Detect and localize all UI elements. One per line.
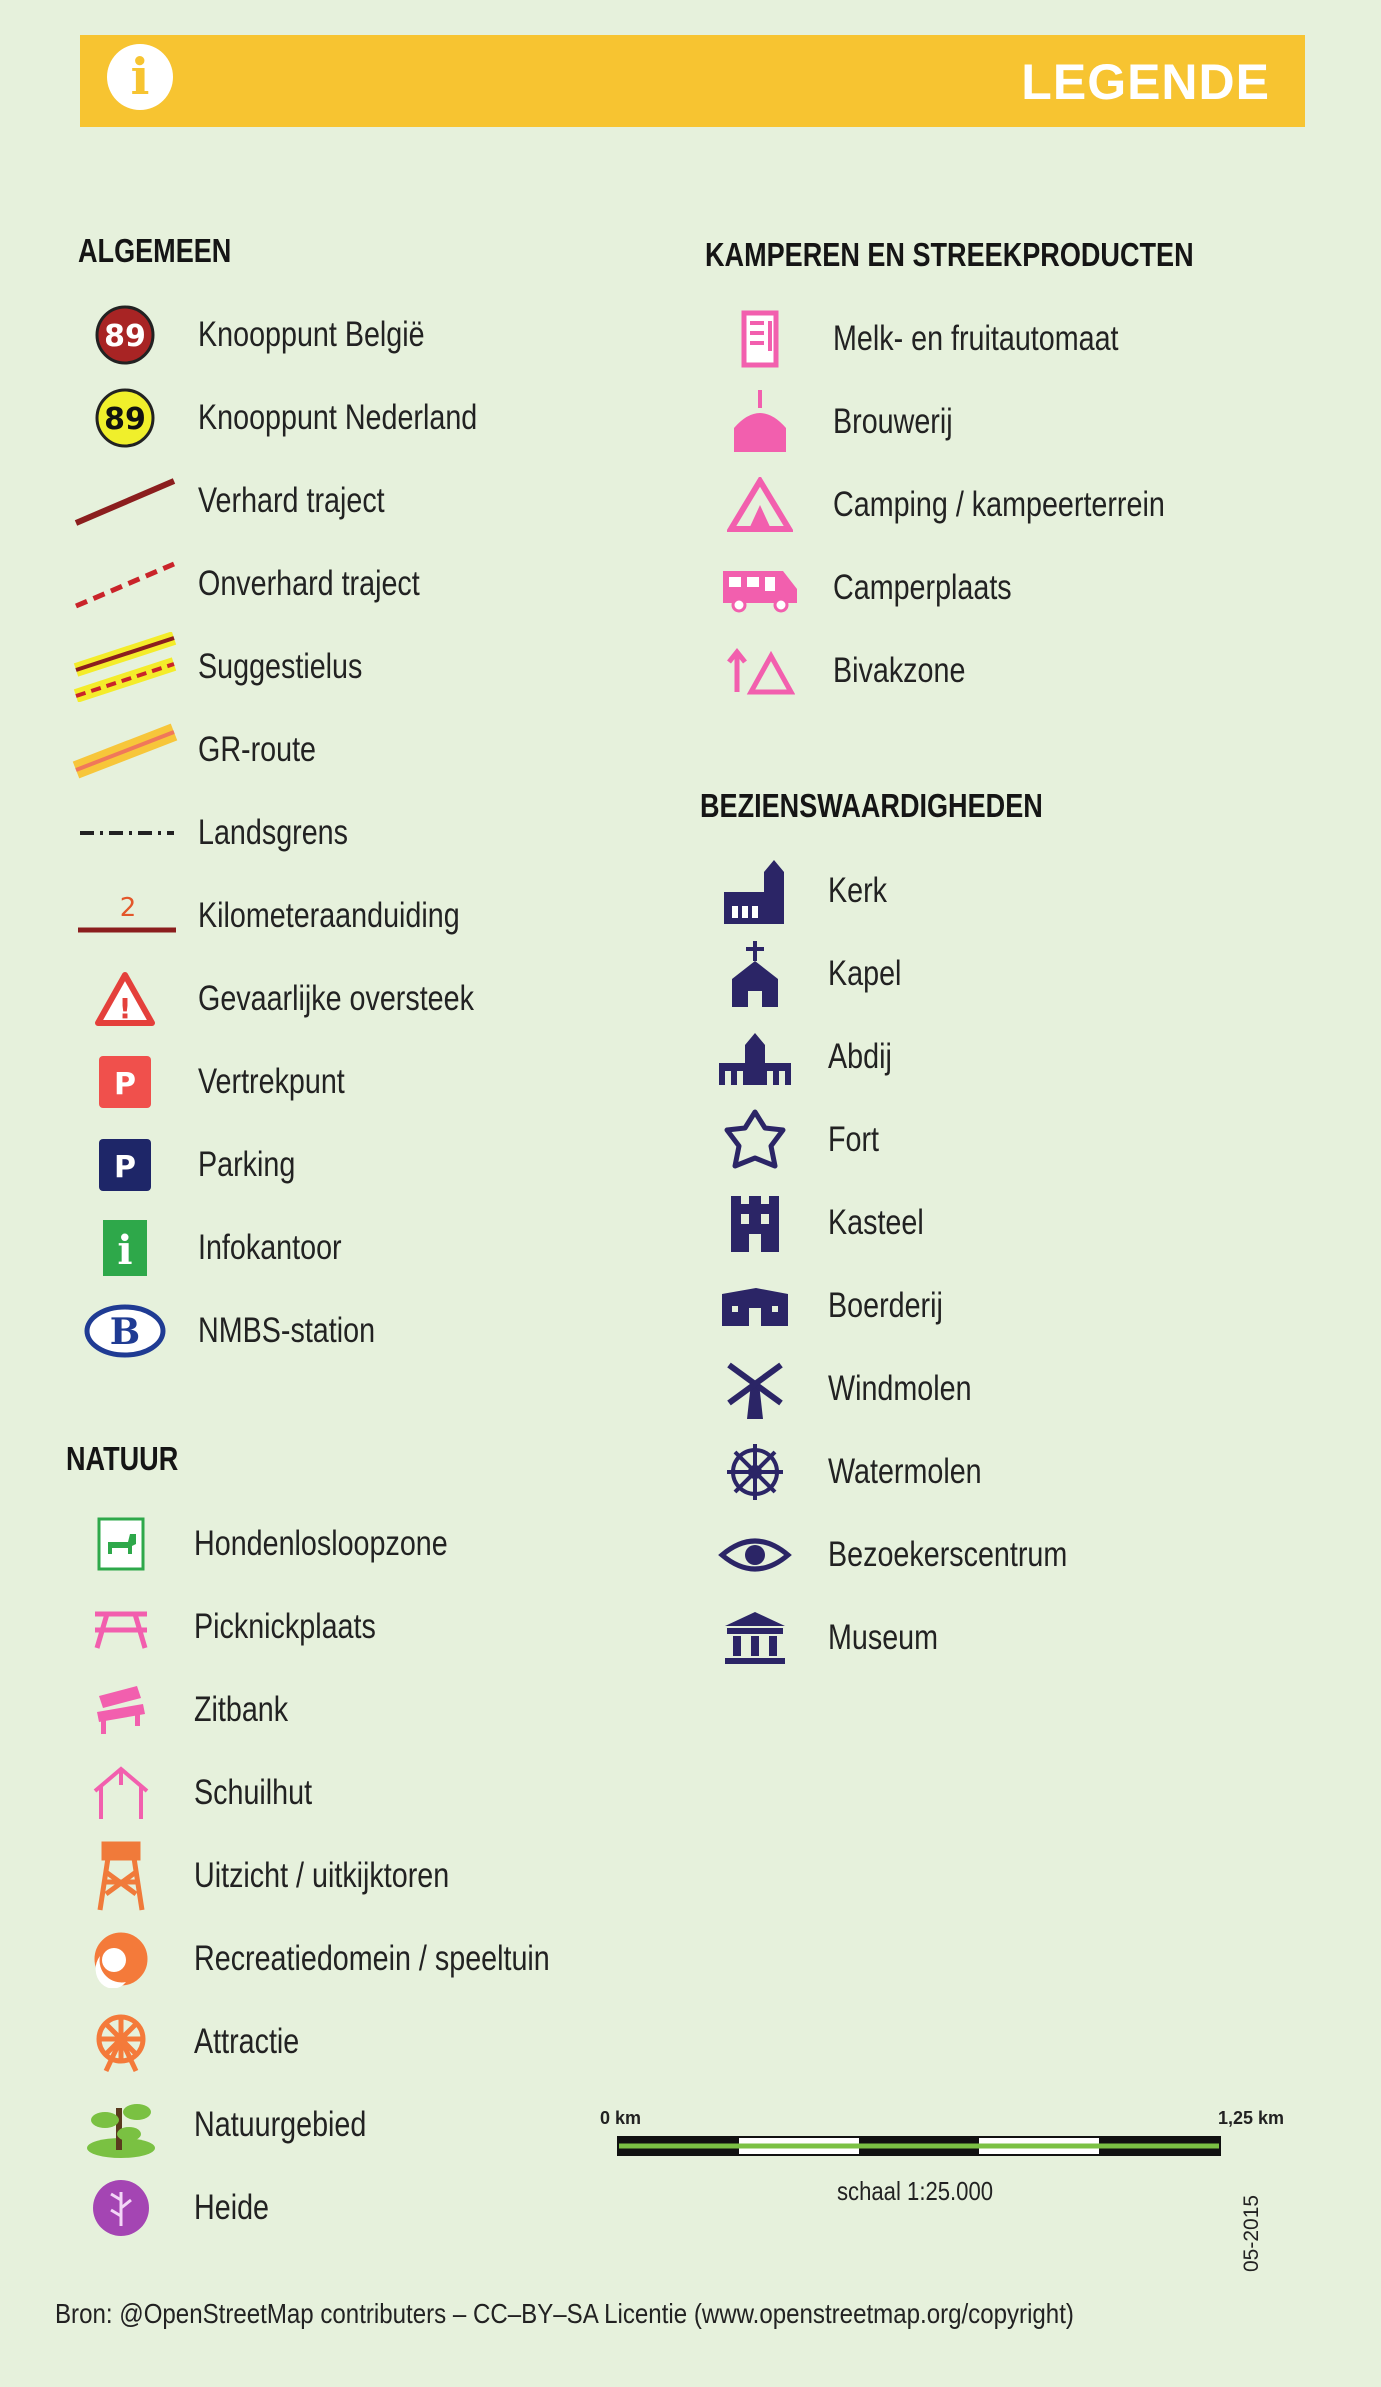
- heather-icon: [66, 2168, 176, 2248]
- parking-icon: [70, 1125, 180, 1205]
- legend-item: Zitbank: [66, 1670, 309, 1750]
- legend-header: [80, 35, 1305, 127]
- legend-item: 89 Knooppunt Nederland: [70, 378, 539, 458]
- shelter-icon: [66, 1753, 176, 1833]
- svg-text:P: P: [114, 1150, 136, 1185]
- legend-item: Camperplaats: [705, 548, 1051, 628]
- brewery-icon: [705, 382, 815, 462]
- dog-zone-icon: [66, 1504, 176, 1584]
- section-title-bezienswaardigheden: BEZIENSWAARDIGHEDEN: [700, 787, 1043, 824]
- legend-item: Boerderij: [700, 1266, 968, 1346]
- node-netherlands-icon: [70, 378, 180, 458]
- bench-icon: [66, 1670, 176, 1750]
- legend-item: Landsgrens: [70, 793, 381, 873]
- legend-item: Windmolen: [700, 1349, 1003, 1429]
- legend-item: Abdij: [700, 1017, 906, 1097]
- suggestion-loop-icon: [70, 627, 180, 707]
- legend-item: Natuurgebied: [66, 2085, 404, 2165]
- legend-item: Kasteel: [700, 1183, 945, 1263]
- legend-item: GR-route: [70, 710, 342, 790]
- legend-item: Heide: [66, 2168, 285, 2248]
- node-belgium-icon: [70, 295, 180, 375]
- scale-ratio-label: schaal 1:25.000: [837, 2176, 994, 2206]
- windmill-icon: [700, 1349, 810, 1429]
- tent-icon: [705, 465, 815, 545]
- legend-item: Bezoekerscentrum: [700, 1515, 1120, 1595]
- legend-item: Watermolen: [700, 1432, 1015, 1512]
- scale-start-label: 0 km: [600, 2108, 642, 2128]
- info-office-icon: [70, 1208, 180, 1288]
- ball-icon: [66, 1919, 176, 1999]
- legend-item: Suggestielus: [70, 627, 398, 707]
- svg-text:!: !: [118, 992, 132, 1025]
- bivouac-icon: [705, 631, 815, 711]
- svg-text:89: 89: [104, 402, 146, 437]
- castle-icon: [700, 1183, 810, 1263]
- legend-item: Attractie: [66, 2002, 322, 2082]
- legend-item: Hondenlosloopzone: [66, 1504, 503, 1584]
- camper-icon: [705, 548, 815, 628]
- gr-route-icon: [70, 710, 180, 790]
- legend-item: 89 Knooppunt België: [70, 295, 474, 375]
- ferris-wheel-icon: [66, 2002, 176, 2082]
- watermill-icon: [700, 1432, 810, 1512]
- kilometer-marker-icon: [70, 876, 180, 956]
- legend-item: Uitzicht / uitkijktoren: [66, 1836, 505, 1916]
- source-credit: Bron: @OpenStreetMap contributers – CC–BY–SA Licentie (www.openstreetmap.org/copyright): [55, 2298, 1074, 2329]
- svg-text:89: 89: [104, 319, 146, 354]
- legend-item: Brouwerij: [705, 382, 979, 462]
- church-icon: [700, 851, 810, 931]
- legend-item: P Vertrekpunt: [70, 1042, 377, 1122]
- scale-bar: [600, 2098, 1284, 2206]
- section-title-algemeen: ALGEMEEN: [78, 232, 232, 269]
- nmbs-logo-icon: [70, 1291, 180, 1371]
- chapel-icon: [700, 934, 810, 1014]
- legend-item: Recreatiedomein / speeltuin: [66, 1919, 628, 1999]
- legend-item: Kerk: [700, 851, 900, 931]
- scale-end-label: 1,25 km: [1217, 2108, 1284, 2128]
- unpaved-route-icon: [70, 544, 180, 624]
- legend-item: Fort: [700, 1100, 890, 1180]
- warning-triangle-icon: [70, 959, 180, 1039]
- edition-date: 05-2015: [1240, 2194, 1263, 2272]
- eye-icon: [700, 1515, 810, 1595]
- legend-item: Kapel: [700, 934, 918, 1014]
- vending-machine-icon: [705, 299, 815, 379]
- svg-text:P: P: [114, 1067, 136, 1102]
- legend-title: LEGENDE: [1021, 54, 1270, 110]
- paved-route-icon: [70, 461, 180, 541]
- svg-text:i: i: [117, 1227, 133, 1274]
- section-title-natuur: NATUUR: [66, 1440, 179, 1477]
- legend-item: Schuilhut: [66, 1753, 338, 1833]
- svg-text:2: 2: [119, 893, 137, 923]
- legend-item: i Infokantoor: [70, 1208, 373, 1288]
- scale-segments: [617, 2136, 1221, 2156]
- fort-icon: [700, 1100, 810, 1180]
- watchtower-icon: [66, 1836, 176, 1916]
- legend-item: Museum: [700, 1598, 962, 1678]
- legend-item: Onverhard traject: [70, 544, 468, 624]
- svg-text:B: B: [109, 1311, 141, 1353]
- museum-icon: [700, 1598, 810, 1678]
- legend-item: Melk- en fruitautomaat: [705, 299, 1181, 379]
- legend-item: 2 Kilometeraanduiding: [70, 876, 517, 956]
- legend-item: Camping / kampeerterrein: [705, 465, 1238, 545]
- legend-item: Bivakzone: [705, 631, 994, 711]
- legend-item: ! Gevaarlijke oversteek: [70, 959, 535, 1039]
- nature-tree-icon: [66, 2085, 176, 2165]
- farm-icon: [700, 1266, 810, 1346]
- abbey-icon: [700, 1017, 810, 1097]
- legend-item: Verhard traject: [70, 461, 426, 541]
- legend-item: B NMBS-station: [70, 1291, 414, 1371]
- border-icon: [70, 793, 180, 873]
- picnic-table-icon: [66, 1587, 176, 1667]
- legend-item: Picknickplaats: [66, 1587, 416, 1667]
- start-point-icon: [70, 1042, 180, 1122]
- info-icon: i: [107, 44, 173, 110]
- section-title-kamperen: KAMPEREN EN STREEKPRODUCTEN: [705, 236, 1194, 273]
- legend-item: P Parking: [70, 1125, 317, 1205]
